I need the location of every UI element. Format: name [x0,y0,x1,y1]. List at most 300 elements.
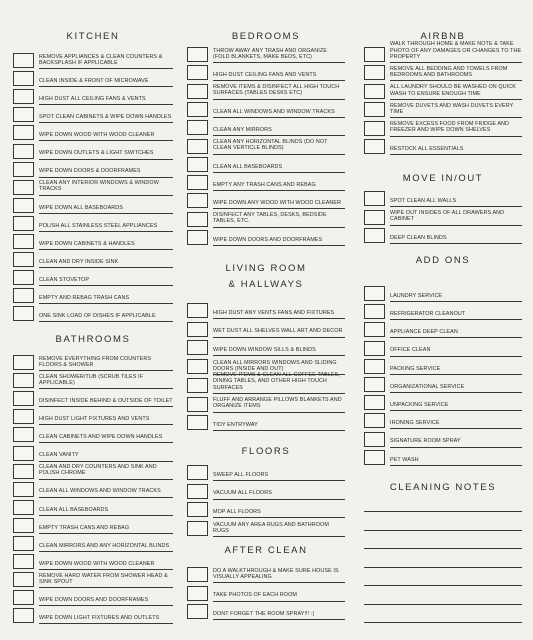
checkbox[interactable] [364,341,385,356]
item-rule [39,551,173,552]
item-rule [213,430,345,431]
bathrooms-item-label: CLEAN AND DRY COUNTERS AND SINK AND POLISH CHROME [39,464,157,477]
item-rule [213,245,345,246]
bathrooms-item-label: WIPE DOWN LIGHT FIXTURES AND OUTLETS [39,615,160,622]
kitchen-item-label: ONE SINK LOAD OF DISHES IF APPLICABLE [39,313,156,320]
notes-line[interactable] [364,511,522,512]
addons-item [364,303,522,320]
bathrooms-item [13,445,173,462]
living-item [187,414,345,431]
living-item [187,302,345,319]
item-rule [39,442,173,443]
bathrooms-title: BATHROOMS [55,334,131,345]
checkbox[interactable] [13,536,34,551]
item-rule [390,301,522,302]
checkbox[interactable] [13,518,34,533]
bedrooms-item-label: REMOVE ITEMS & DISINFECT ALL HIGH TOUCH SURFACES (TABLES DESKS ETC) [213,84,340,97]
living-item [187,339,345,356]
kitchen-item [13,88,173,105]
item-rule [390,428,522,429]
airbnb-item [364,138,522,155]
living-item [187,372,345,394]
airbnb-title: AIRBNB [420,31,466,42]
item-rule [390,99,522,100]
item-rule [390,225,522,226]
item-rule [213,154,345,155]
kitchen-item-label: REMOVE APPLIANCES & CLEAN COUNTERS & BACKSPLASH IF APPLICABLE [39,53,163,66]
item-rule [39,159,173,160]
bedrooms-item-label: CLEAN ALL BASEBOARDS [213,163,283,170]
bathrooms-item [13,426,173,443]
checkbox[interactable] [364,65,385,80]
bedrooms-item-label: WIPE DOWN ANY WOOD WITH WOOD CLEANER [213,200,342,207]
addons-item-label: APPLIANCE DEEP CLEAN [390,329,458,336]
bedrooms-item-label: THROW AWAY ANY TRASH AND ORGANIZE (FOLD BLANKETS, MAKE BEDS, ETC) [213,47,327,60]
checkbox[interactable] [364,359,385,374]
checkbox[interactable] [13,464,34,479]
kitchen-item [13,251,173,268]
checkbox[interactable] [13,427,34,442]
checkbox[interactable] [13,590,34,605]
item-rule [39,267,173,268]
kitchen-item-label: WIPE DOWN OUTLETS & LIGHT SWITCHES [39,150,154,157]
kitchen-item-label: POLISH ALL STAINLESS STEEL APPLIANCES [39,222,158,229]
checkbox[interactable] [13,180,34,195]
item-rule [213,517,345,518]
movein-item [364,209,522,226]
checkbox[interactable] [13,53,34,68]
bedrooms-item [187,138,345,155]
item-rule [39,122,173,123]
bathrooms-item-label: CLEAN ALL BASEBOARDS [39,506,109,513]
bathrooms-item [13,553,173,570]
floors-item [187,464,345,481]
kitchen-item-label: CLEAN ANY INTERIOR WINDOWS & WINDOW TRACKS [39,180,159,193]
checkbox[interactable] [13,409,34,424]
bathrooms-item [13,463,173,480]
item-rule [213,355,345,356]
bedrooms-item [187,229,345,246]
floors-item [187,501,345,518]
checkbox[interactable] [13,306,34,321]
addons-item-label: LAUNDRY SERVICE [390,292,443,299]
item-rule [39,388,173,389]
bedrooms-item [187,101,345,118]
checkbox[interactable] [13,391,34,406]
addons-item [364,321,522,338]
bathrooms-item-label: REMOVE EVERYTHING FROM COUNTERS FLOORS & SHOWER [39,355,152,368]
kitchen-item-label: WIPE DOWN CABINETS & HANDLES [39,240,135,247]
bedrooms-item-label: HIGH DUST CEILING FANS AND VENTS [213,72,317,79]
checkbox[interactable] [187,139,208,154]
checkbox[interactable] [187,65,208,80]
notes-line[interactable] [364,585,522,586]
item-rule [213,80,345,81]
bathrooms-item [13,517,173,534]
bathrooms-item-label: CLEAN CABINETS AND WIPE DOWN HANDLES [39,434,163,441]
item-rule [213,99,345,100]
bedrooms-item [187,156,345,173]
checkbox[interactable] [187,502,208,517]
checkbox[interactable] [187,303,208,318]
bedrooms-item-label: CLEAN ALL WINDOWS AND WINDOW TRACKS [213,108,335,115]
after-item-label: DO A WALKTHROUGH & MAKE SURE HOUSE IS VISUALLY APPEALING [213,567,339,580]
checkbox[interactable] [187,47,208,62]
checkbox[interactable] [187,567,208,582]
checkbox[interactable] [364,432,385,447]
airbnb-item-label: RESTOCK ALL ESSENTIALS [390,145,464,152]
item-rule [39,303,173,304]
item-rule [39,424,173,425]
addons-title: ADD ONS [415,255,471,266]
item-rule [39,249,173,250]
item-rule [39,321,173,322]
bathrooms-item-label: CLEAN ALL WINDOWS AND WINDOW TRACKS [39,488,161,495]
item-rule [390,243,522,244]
item-rule [39,68,173,69]
after-item [187,585,345,602]
checkbox[interactable] [364,413,385,428]
checkbox[interactable] [187,102,208,117]
item-rule [390,356,522,357]
checkbox[interactable] [364,286,385,301]
notes-line[interactable] [364,604,522,605]
item-rule [39,515,173,516]
after-item [187,566,345,583]
checkbox[interactable] [187,120,208,135]
checkbox[interactable] [187,397,208,412]
airbnb-item [364,41,522,63]
checkbox[interactable] [13,162,34,177]
checkbox[interactable] [187,521,208,536]
checkbox[interactable] [13,125,34,140]
kitchen-item [13,161,173,178]
item-rule [390,410,522,411]
kitchen-item [13,70,173,87]
item-rule [213,601,345,602]
item-rule [39,86,173,87]
addons-item [364,376,522,393]
kitchen-item [13,215,173,232]
item-rule [213,393,345,394]
bathrooms-item-label: EMPTY TRASH CANS AND REBAG [39,524,130,531]
item-rule [39,213,173,214]
checkbox[interactable] [13,554,34,569]
checkbox[interactable] [187,175,208,190]
checkbox[interactable] [13,373,34,388]
airbnb-item [364,64,522,81]
item-rule [390,319,522,320]
bedrooms-item [187,46,345,63]
checkbox[interactable] [187,484,208,499]
airbnb-item [364,101,522,118]
floors-item-label: MOP ALL FLOORS [213,509,261,516]
addons-item-label: OFFICE CLEAN [390,347,431,354]
item-rule [39,533,173,534]
living-item-label: WIPE DOWN WINDOW SILLS & BLINDS [213,347,316,354]
notes-line[interactable] [364,622,522,623]
checkbox[interactable] [13,446,34,461]
airbnb-item [364,83,522,100]
item-rule [213,536,345,537]
airbnb-item-label: REMOVE DUVETS AND WASH DUVETS EVERY TIME [390,102,514,115]
addons-item [364,431,522,448]
airbnb-item-label: REMOVE EXCESS FOOD FROM FRIDGE AND FREEZER AND WIPE DOWN SHELVES [390,121,510,134]
item-rule [213,62,345,63]
addons-item-label: REFRIGERATOR CLEANOUT [390,310,466,317]
item-rule [39,461,173,462]
living-item-label: CLEAN ALL MIRRORS WINDOWS AND SLIDING DOORS (INSIDE AND OUT) [213,359,337,372]
checkbox[interactable] [364,84,385,99]
checkbox[interactable] [13,500,34,515]
bathrooms-item [13,607,173,624]
bedrooms-item [187,119,345,136]
airbnb-item-label: ALL LAUNDRY SHOULD BE WASHED ON QUICK WASH TO ENSURE ENOUGH TIME [390,84,516,97]
checkbox[interactable] [187,212,208,227]
living-item-label: TIDY ENTRYWAY [213,421,258,428]
item-rule [213,619,345,620]
living-title-line2: & HALLWAYS [228,279,304,290]
checkbox[interactable] [187,230,208,245]
checkbox[interactable] [364,395,385,410]
checkbox[interactable] [187,359,208,374]
after-item-label: DONT FORGET THE ROOM SPRAY!!! :) [213,611,315,618]
addons-item-label: IRONING SERVICE [390,420,440,427]
item-rule [39,285,173,286]
item-rule [39,231,173,232]
bathrooms-item [13,589,173,606]
item-rule [39,370,173,371]
notes-line[interactable] [364,567,522,568]
checkbox[interactable] [364,139,385,154]
living-item-label: HIGH DUST ANY VENTS FANS AND FIXTURES [213,309,335,316]
checkbox[interactable] [364,304,385,319]
kitchen-item [13,233,173,250]
bedrooms-item [187,64,345,81]
kitchen-item [13,269,173,286]
addons-item [364,340,522,357]
floors-item-label: VACUUM ALL FLOORS [213,490,272,497]
bathrooms-item [13,390,173,407]
item-rule [213,190,345,191]
notes-line[interactable] [364,548,522,549]
checkbox[interactable] [187,465,208,480]
checkbox[interactable] [364,210,385,225]
checkbox[interactable] [13,71,34,86]
checkbox[interactable] [13,89,34,104]
bathrooms-item-label: REMOVE HARD WATER FROM SHOWER HEAD & SINK SPOUT [39,572,168,585]
item-rule [213,208,345,209]
airbnb-item-label: WALK THROUGH HOME & MAKE NOTE & TAKE PHOTO OF ANY DAMAGES OR CHANGES TO THE PROPERTY [390,41,522,60]
kitchen-item-label: WIPE DOWN ALL BASEBOARDS [39,204,123,211]
living-item [187,321,345,338]
bedrooms-item-label: DISINFECT ANY TABLES, DESKS, BEDSIDE TABLES, ETC. [213,212,327,225]
checkbox[interactable] [187,157,208,172]
bathrooms-item-label: WIPE DOWN WOOD WITH WOOD CLEANER [39,560,155,567]
checkbox[interactable] [13,198,34,213]
checkbox[interactable] [187,604,208,619]
kitchen-item [13,179,173,196]
bedrooms-item [187,83,345,100]
item-rule [390,117,522,118]
checkbox[interactable] [13,608,34,623]
floors-item [187,520,345,537]
movein-item-label: SPOT CLEAN ALL WALLS [390,197,457,204]
checkbox[interactable] [13,234,34,249]
item-rule [390,465,522,466]
addons-item-label: ORGANIZATIONAL SERVICE [390,383,465,390]
checkbox[interactable] [187,322,208,337]
checkbox[interactable] [13,288,34,303]
bathrooms-item [13,354,173,371]
checkbox[interactable] [364,191,385,206]
item-rule [213,135,345,136]
checkbox[interactable] [364,121,385,136]
kitchen-item-label: CLEAN STOVETOP [39,276,90,283]
item-rule [390,206,522,207]
bedrooms-item-label: EMPTY ANY TRASH CANS AND REBAG [213,181,316,188]
living-title-line1: LIVING ROOM [225,263,307,274]
checkbox[interactable] [13,482,34,497]
checkbox[interactable] [364,102,385,117]
item-rule [213,480,345,481]
checkbox[interactable] [13,252,34,267]
checkbox[interactable] [364,47,385,62]
checkbox[interactable] [13,144,34,159]
checkbox[interactable] [13,216,34,231]
addons-item [364,358,522,375]
item-rule [39,587,173,588]
airbnb-item-label: REMOVE ALL BEDDING AND TOWELS FROM BEDROOMS AND BATHROOMS [390,65,508,79]
movein-item [364,227,522,244]
item-rule [213,172,345,173]
item-rule [39,177,173,178]
bedrooms-item [187,174,345,191]
bathrooms-item-label: WIPE DOWN DOORS AND DOORFRAMES [39,597,149,604]
kitchen-title: KITCHEN [66,31,120,42]
bathrooms-item-label: HIGH DUST LIGHT FIXTURES AND VENTS [39,416,150,423]
living-item [187,396,345,413]
item-rule [390,136,522,137]
addons-item [364,412,522,429]
item-rule [390,392,522,393]
item-rule [213,499,345,500]
bedrooms-item-label: CLEAN ANY MIRRORS [213,126,272,133]
bathrooms-item [13,499,173,516]
bedrooms-title: BEDROOMS [231,31,301,42]
bathrooms-item-label: CLEAN SHOWER/TUB (SCRUB TILES IF APPLICABLE) [39,373,144,386]
checkbox[interactable] [364,228,385,243]
addons-item [364,449,522,466]
living-item-label: REMOVE ITEMS & CLEAN ALL COFFEE TABLES, DINING TABLES, AND OTHER HIGH TOUCH SURFACES [213,372,340,391]
item-rule [213,412,345,413]
bedrooms-item-label: WIPE DOWN DOORS AND DOORFRAMES [213,236,323,243]
item-rule [39,479,173,480]
item-rule [39,605,173,606]
floors-item-label: VACUUM ANY AREA RUGS AND BATHROOM RUGS [213,521,329,534]
checkbox[interactable] [187,193,208,208]
item-rule [390,62,522,63]
bedrooms-item [187,192,345,209]
item-rule [39,623,173,624]
bathrooms-item [13,408,173,425]
bathrooms-item [13,535,173,552]
item-rule [390,80,522,81]
addons-item [364,285,522,302]
checkbox[interactable] [13,355,34,370]
kitchen-item-label: CLEAN INSIDE & FRONT OF MICROWAVE [39,77,149,84]
item-rule [213,337,345,338]
after-clean-title: AFTER CLEAN [224,545,308,556]
kitchen-item-label: EMPTY AND REBAG TRASH CANS [39,295,130,302]
after-item-label: TAKE PHOTOS OF EACH ROOM [213,592,297,599]
notes-line[interactable] [364,530,522,531]
checkbox[interactable] [364,322,385,337]
item-rule [213,117,345,118]
bedrooms-item [187,211,345,228]
addons-item [364,394,522,411]
bathrooms-item [13,571,173,588]
kitchen-item [13,106,173,123]
checkbox[interactable] [364,377,385,392]
checkbox[interactable] [187,586,208,601]
addons-item-label: SIGNATURE ROOM SPRAY [390,438,461,445]
cleaning-notes-title: CLEANING NOTES [389,482,497,493]
bathrooms-item [13,481,173,498]
checkbox[interactable] [187,340,208,355]
item-rule [39,569,173,570]
floors-title: FLOORS [241,446,291,457]
kitchen-item [13,305,173,322]
movein-item-label: DEEP CLEAN BLINDS [390,234,447,241]
kitchen-item [13,287,173,304]
movein-item-label: WIPE OUT INSIDES OF ALL DRAWERS AND CABINET [390,210,505,223]
checkbox[interactable] [187,84,208,99]
item-rule [39,104,173,105]
kitchen-item-label: SPOT CLEAN CABINETS & WIPE DOWN HANDLES [39,114,172,121]
addons-item-label: PET WASH [390,456,419,463]
airbnb-item [364,120,522,137]
addons-item-label: PACKING SERVICE [390,365,441,372]
checkbox[interactable] [364,450,385,465]
bathrooms-item-label: CLEAN VANITY [39,452,79,459]
floors-item-label: SWEEP ALL FLOORS [213,471,269,478]
living-item-label: WET DUST ALL SHELVES WALL ART AND DECOR [213,328,343,335]
item-rule [213,582,345,583]
bathrooms-item-label: DISINFECT INSIDE BEHIND & OUTSIDE OF TOILET [39,397,173,404]
checkbox[interactable] [187,415,208,430]
item-rule [213,318,345,319]
checkbox[interactable] [13,107,34,122]
item-rule [39,195,173,196]
checkbox[interactable] [13,572,34,587]
item-rule [390,374,522,375]
bathrooms-item-label: CLEAN MIRRORS AND ANY HORIZONTAL BLINDS [39,542,170,549]
checkbox[interactable] [13,270,34,285]
after-item [187,603,345,620]
checkbox[interactable] [187,378,208,393]
bathrooms-item [13,372,173,389]
kitchen-item [13,197,173,214]
floors-item [187,483,345,500]
item-rule [390,154,522,155]
item-rule [390,337,522,338]
item-rule [39,140,173,141]
item-rule [213,227,345,228]
item-rule [39,406,173,407]
item-rule [39,497,173,498]
movein-item [364,190,522,207]
